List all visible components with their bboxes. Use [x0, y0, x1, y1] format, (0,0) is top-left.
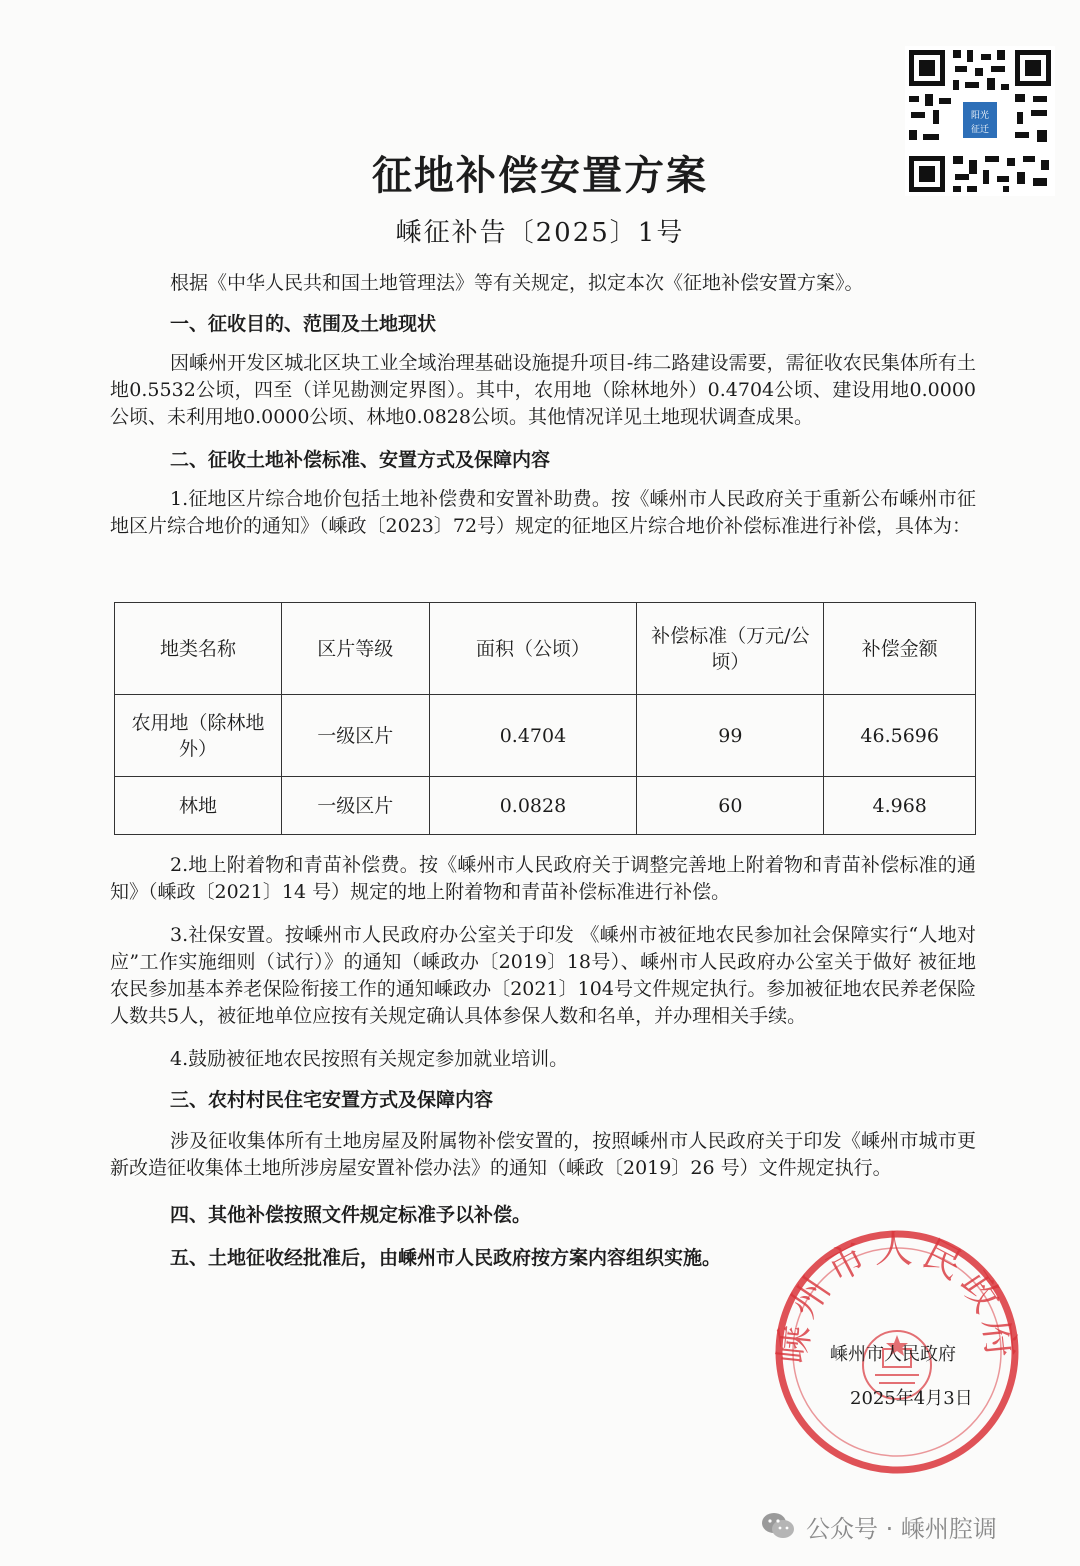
table-header-cell: 面积（公顷） — [429, 603, 637, 695]
section5-text: 五、土地征收经批准后，由嵊州市人民政府按方案内容组织实施。 — [170, 1247, 722, 1269]
table-header-cell: 补偿标准（万元/公顷） — [637, 603, 824, 695]
section3-heading: 三、农村村民住宅安置方式及保障内容 — [170, 1089, 494, 1111]
table-cell: 0.0828 — [429, 777, 637, 835]
wechat-icon — [760, 1511, 796, 1541]
table-cell: 林地 — [115, 777, 282, 835]
body-bottom — [110, 852, 976, 1272]
qr-badge-text-bottom: 征迁 — [970, 125, 990, 135]
wechat-watermark — [760, 1506, 997, 1546]
table-header-cell: 地类名称 — [115, 603, 282, 695]
table-cell: 一级区片 — [282, 777, 430, 835]
table-header-row — [115, 603, 976, 695]
section3-body: 涉及征收集体所有土地房屋及附属物补偿安置的，按照嵊州市人民政府关于印发《嵊州市城市更新改造征收集体土地所涉房屋安置补偿办法》的通知（嵊政〔2019〕26 号）文件规定执行。 — [110, 1130, 976, 1179]
table-row — [115, 777, 976, 835]
table-cell: 一级区片 — [282, 695, 430, 777]
table-cell: 4.968 — [824, 777, 976, 835]
table-header-cell: 区片等级 — [282, 603, 430, 695]
svg-text:嵊州市人民政府: 嵊州市人民政府 — [770, 1226, 1024, 1366]
section2-item3: 3.社保安置。按嵊州市人民政府办公室关于印发 《嵊州市被征地农民参加社会保障实行“人地对应”工作实施细则（试行）》的通知（嵊政办〔2019〕18号）、嵊州市人民政府办公室关于做好 被征地农民参加基本养老保险衔接工作的通知嵊政办〔2021〕104号文件规定执行。参加被征地农民养老保险人数共5人，被征地单位应按有关规定确认具体参保人数和名单，并办理相关手续。 — [110, 924, 976, 1027]
table-cell: 农用地（除林地外） — [115, 695, 282, 777]
table-cell: 60 — [637, 777, 824, 835]
table-cell: 0.4704 — [429, 695, 637, 777]
table-row — [115, 695, 976, 777]
table-cell: 99 — [637, 695, 824, 777]
table-cell: 46.5696 — [824, 695, 976, 777]
section2-item4: 4.鼓励被征地农民按照有关规定参加就业培训。 — [170, 1048, 569, 1070]
body-top — [110, 270, 976, 540]
signature-organization: 嵊州市人民政府 — [830, 1344, 956, 1365]
document-title: 征地补偿安置方案 — [372, 152, 708, 199]
section4-text: 四、其他补偿按照文件规定标准予以补偿。 — [170, 1204, 532, 1226]
section2-heading: 二、征收土地补偿标准、安置方式及保障内容 — [170, 449, 551, 471]
section1-heading: 一、征收目的、范围及土地现状 — [170, 313, 437, 335]
qr-badge-text-top: 阳光 — [970, 111, 990, 121]
compensation-table — [114, 602, 976, 835]
table-header-cell: 补偿金额 — [824, 603, 976, 695]
section1-body: 因嵊州开发区城北区块工业全域治理基础设施提升项目-纬二路建设需要，需征收农民集体所有土地0.5532公顷，四至（详见勘测定界图）。其中，农用地（除林地外）0.4704公顷、建设用地0.0000公顷、未利用地0.0000公顷、林地0.0828公顷。其他情况详见土地现状调查成果。 — [110, 352, 976, 428]
section2-item2: 2.地上附着物和青苗补偿费。按《嵊州市人民政府关于调整完善地上附着物和青苗补偿标准的通知》（嵊政〔2021〕14 号）规定的地上附着物和青苗补偿标准进行补偿。 — [110, 854, 976, 903]
watermark-text: 公众号 · 嵊州腔调 — [806, 1514, 997, 1543]
document-number: 嵊征补告〔2025〕1号 — [395, 218, 685, 248]
section2-item1: 1.征地区片综合地价包括土地补偿费和安置补助费。按《嵊州市人民政府关于重新公布嵊州市征地区片综合地价的通知》（嵊政〔2023〕72号）规定的征地区片综合地价补偿标准进行补偿，具体为： — [110, 488, 976, 537]
intro-paragraph: 根据《中华人民共和国土地管理法》等有关规定，拟定本次《征地补偿安置方案》。 — [170, 272, 864, 294]
signature-date: 2025年4月3日 — [850, 1388, 973, 1409]
